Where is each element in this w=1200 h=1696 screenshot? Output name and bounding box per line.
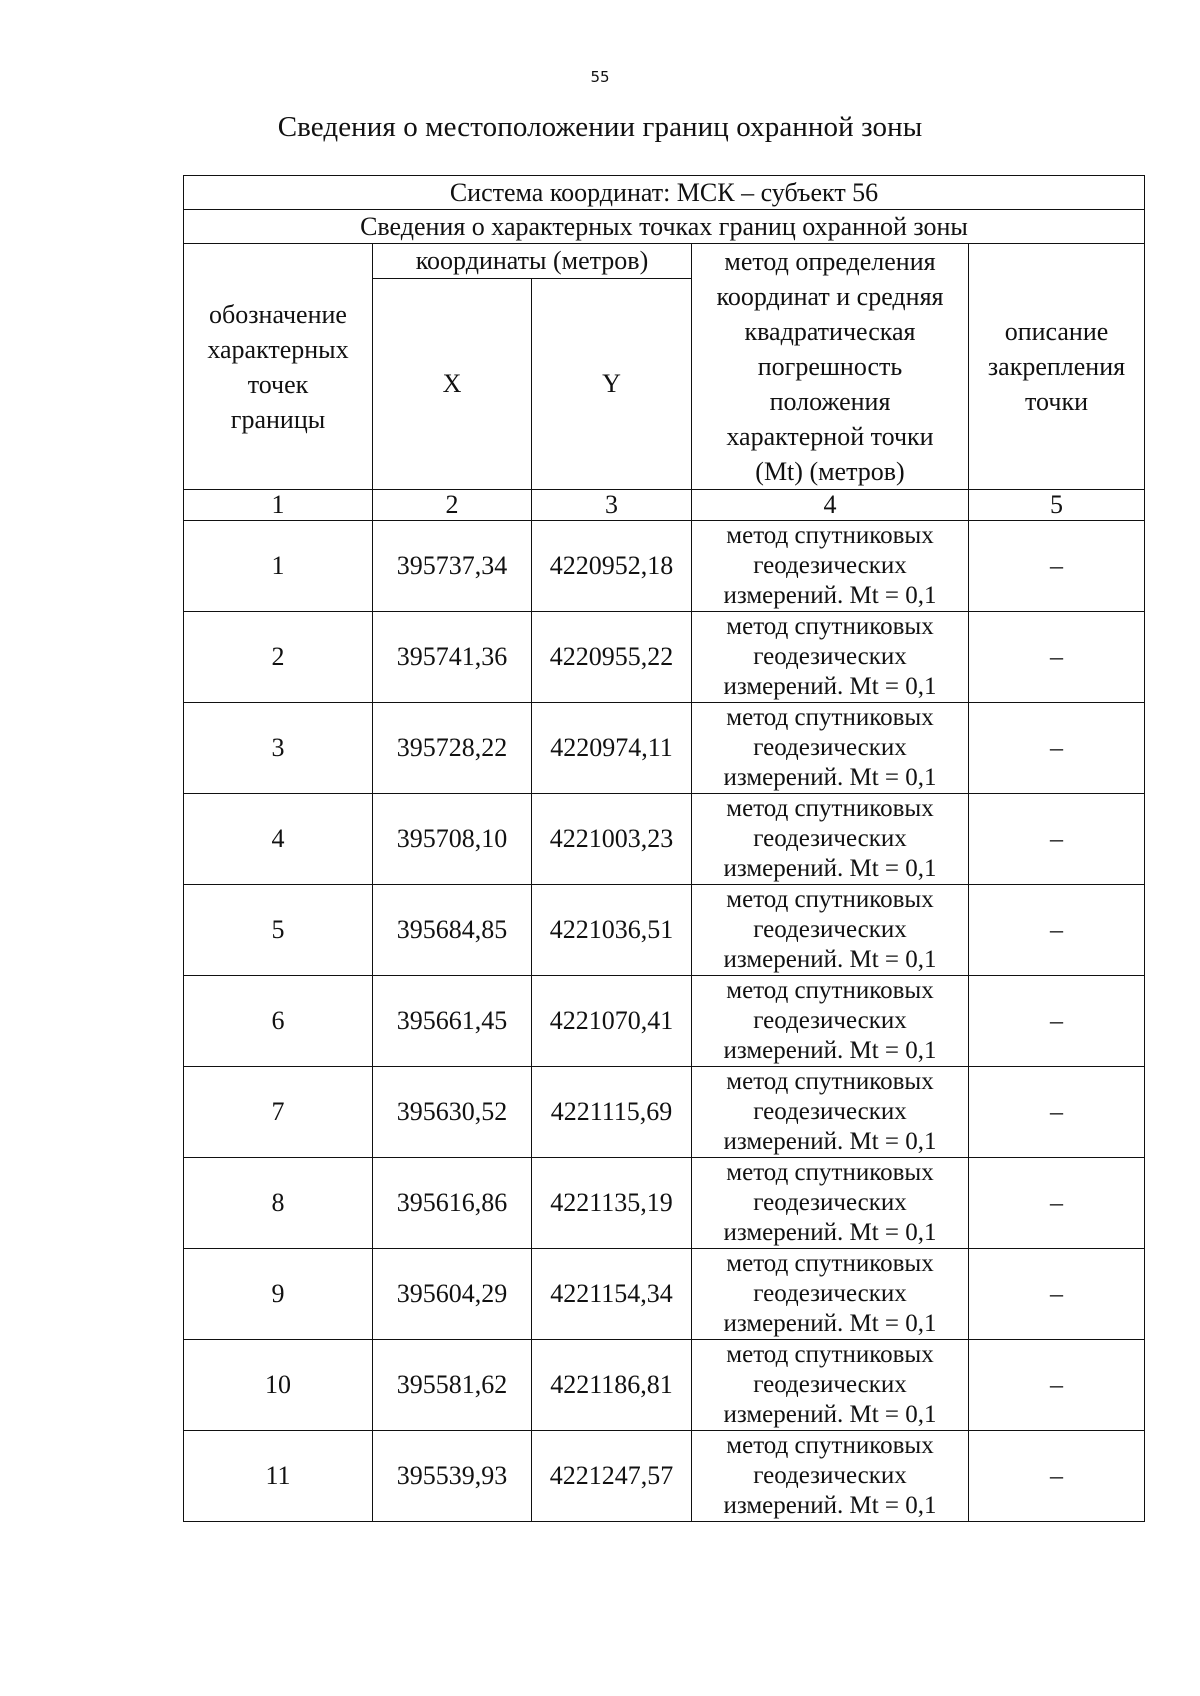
- x-cell: 395708,10: [373, 794, 532, 885]
- x-cell: 395741,36: [373, 612, 532, 703]
- method-cell: [692, 1340, 969, 1431]
- x-cell: 395728,22: [373, 703, 532, 794]
- column-number: 2: [373, 490, 532, 521]
- y-cell: 4221186,81: [532, 1340, 692, 1431]
- method-cell: [692, 1249, 969, 1340]
- point-cell: 9: [184, 1249, 373, 1340]
- method-line: метод спутниковых: [726, 795, 934, 822]
- table-row: [184, 1431, 1145, 1522]
- method-line: геодезических: [753, 1007, 907, 1034]
- description-cell: –: [969, 1249, 1145, 1340]
- method-line: измерений. Mt = 0,1: [723, 1037, 937, 1064]
- method-line: метод спутниковых: [726, 1341, 934, 1368]
- column-number: 1: [184, 490, 373, 521]
- method-cell: [692, 1431, 969, 1522]
- x-cell: 395737,34: [373, 521, 532, 612]
- header-designation: обозначение характерных точек границы: [184, 244, 373, 490]
- description-cell: –: [969, 612, 1145, 703]
- point-cell: 8: [184, 1158, 373, 1249]
- description-cell: –: [969, 794, 1145, 885]
- table-row: [184, 1158, 1145, 1249]
- point-cell: 10: [184, 1340, 373, 1431]
- y-cell: 4220952,18: [532, 521, 692, 612]
- description-cell: –: [969, 1158, 1145, 1249]
- method-line: геодезических: [753, 1098, 907, 1125]
- method-line: метод спутниковых: [726, 1159, 934, 1186]
- x-cell: 395604,29: [373, 1249, 532, 1340]
- coordinate-system-cell: Система координат: МСК – субъект 56: [184, 176, 1145, 210]
- description-cell: –: [969, 703, 1145, 794]
- description-cell: –: [969, 885, 1145, 976]
- y-cell: 4221070,41: [532, 976, 692, 1067]
- header-method: метод определения координат и средняя квадратическая погрешность положения характерной точки (Mt) (метров): [692, 244, 969, 490]
- table-row: [184, 703, 1145, 794]
- method-line: измерений. Mt = 0,1: [723, 855, 937, 882]
- description-cell: –: [969, 1340, 1145, 1431]
- point-cell: 5: [184, 885, 373, 976]
- method-line: геодезических: [753, 643, 907, 670]
- method-line: геодезических: [753, 552, 907, 579]
- x-cell: 395581,62: [373, 1340, 532, 1431]
- method-line: геодезических: [753, 1462, 907, 1489]
- x-cell: 395661,45: [373, 976, 532, 1067]
- method-cell: [692, 976, 969, 1067]
- y-cell: 4221003,23: [532, 794, 692, 885]
- table-row: [184, 612, 1145, 703]
- method-cell: [692, 885, 969, 976]
- table-row: [184, 521, 1145, 612]
- table-row: [184, 1249, 1145, 1340]
- point-cell: 2: [184, 612, 373, 703]
- header-coordinates: координаты (метров): [373, 244, 692, 279]
- method-line: геодезических: [753, 1280, 907, 1307]
- header-y: Y: [532, 278, 692, 489]
- method-line: измерений. Mt = 0,1: [723, 1492, 937, 1519]
- table-row: [184, 1340, 1145, 1431]
- description-cell: –: [969, 521, 1145, 612]
- y-cell: 4221154,34: [532, 1249, 692, 1340]
- y-cell: 4221247,57: [532, 1431, 692, 1522]
- method-line: геодезических: [753, 734, 907, 761]
- y-cell: 4221135,19: [532, 1158, 692, 1249]
- table-row: [184, 794, 1145, 885]
- method-line: метод спутниковых: [726, 886, 934, 913]
- method-line: измерений. Mt = 0,1: [723, 1401, 937, 1428]
- column-number: 5: [969, 490, 1145, 521]
- x-cell: 395616,86: [373, 1158, 532, 1249]
- point-cell: 6: [184, 976, 373, 1067]
- method-line: геодезических: [753, 1189, 907, 1216]
- point-cell: 4: [184, 794, 373, 885]
- boundary-points-table: [183, 175, 1145, 1522]
- table-row: [184, 885, 1145, 976]
- method-cell: [692, 612, 969, 703]
- method-line: геодезических: [753, 1371, 907, 1398]
- points-info-cell: Сведения о характерных точках границ охранной зоны: [184, 210, 1145, 244]
- method-line: метод спутниковых: [726, 613, 934, 640]
- header-x: X: [373, 278, 532, 489]
- x-cell: 395539,93: [373, 1431, 532, 1522]
- column-number: 3: [532, 490, 692, 521]
- description-cell: –: [969, 1067, 1145, 1158]
- page-number: 55: [590, 68, 610, 86]
- y-cell: 4220955,22: [532, 612, 692, 703]
- table-row: [184, 1067, 1145, 1158]
- method-cell: [692, 1067, 969, 1158]
- method-line: метод спутниковых: [726, 977, 934, 1004]
- point-cell: 1: [184, 521, 373, 612]
- point-cell: 7: [184, 1067, 373, 1158]
- x-cell: 395630,52: [373, 1067, 532, 1158]
- method-cell: [692, 521, 969, 612]
- column-numbers-row: [184, 490, 1145, 521]
- method-line: метод спутниковых: [726, 1250, 934, 1277]
- header-description: описание закрепления точки: [969, 244, 1145, 490]
- method-line: метод спутниковых: [726, 1068, 934, 1095]
- description-cell: –: [969, 976, 1145, 1067]
- method-cell: [692, 1158, 969, 1249]
- method-line: измерений. Mt = 0,1: [723, 1310, 937, 1337]
- column-number: 4: [692, 490, 969, 521]
- table-row: [184, 976, 1145, 1067]
- method-line: измерений. Mt = 0,1: [723, 946, 937, 973]
- method-cell: [692, 794, 969, 885]
- method-line: измерений. Mt = 0,1: [723, 582, 937, 609]
- method-line: геодезических: [753, 916, 907, 943]
- method-line: метод спутниковых: [726, 522, 934, 549]
- page-title: Сведения о местоположении границ охранной зоны: [277, 111, 923, 143]
- method-line: измерений. Mt = 0,1: [723, 1128, 937, 1155]
- y-cell: 4220974,11: [532, 703, 692, 794]
- y-cell: 4221036,51: [532, 885, 692, 976]
- coordinate-system-row: [184, 176, 1145, 210]
- y-cell: 4221115,69: [532, 1067, 692, 1158]
- method-line: метод спутниковых: [726, 1432, 934, 1459]
- method-line: измерений. Mt = 0,1: [723, 764, 937, 791]
- method-line: измерений. Mt = 0,1: [723, 1219, 937, 1246]
- point-cell: 3: [184, 703, 373, 794]
- x-cell: 395684,85: [373, 885, 532, 976]
- point-cell: 11: [184, 1431, 373, 1522]
- description-cell: –: [969, 1431, 1145, 1522]
- method-line: геодезических: [753, 825, 907, 852]
- header-row: [184, 244, 1145, 279]
- method-line: метод спутниковых: [726, 704, 934, 731]
- method-cell: [692, 703, 969, 794]
- method-line: измерений. Mt = 0,1: [723, 673, 937, 700]
- points-info-row: [184, 210, 1145, 244]
